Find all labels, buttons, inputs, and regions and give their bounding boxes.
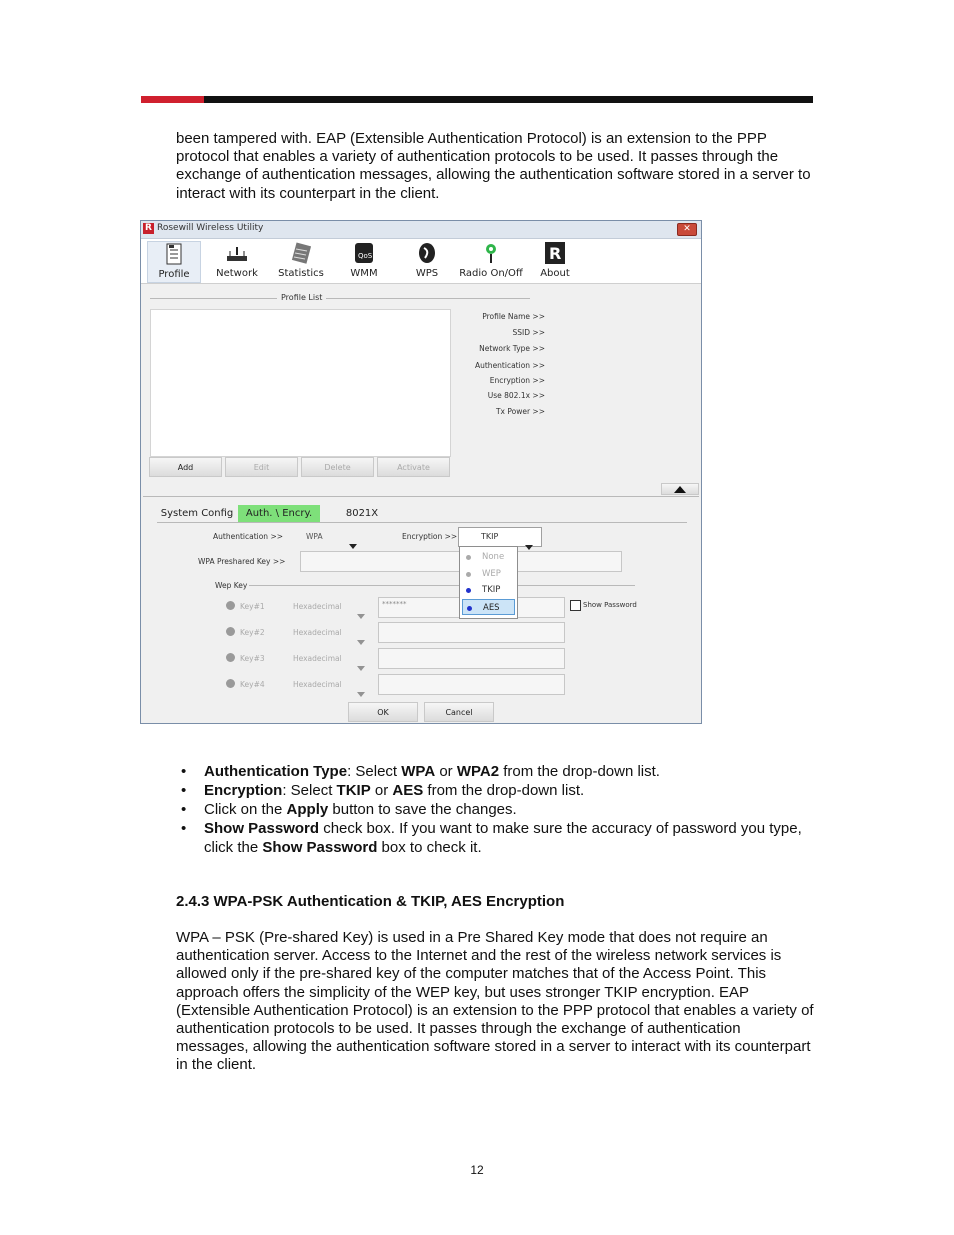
encryption-option-wep[interactable]: WEP (462, 566, 515, 582)
app-logo-icon: R (143, 223, 154, 234)
profile-icon (163, 242, 185, 266)
profile-list-title: Profile List (277, 293, 326, 302)
key2-label: Key#2 (240, 628, 265, 637)
tab-system-config[interactable]: System Config (160, 508, 234, 519)
title-bar (141, 221, 701, 239)
edit-button[interactable]: Edit (225, 457, 298, 477)
statistics-icon (290, 241, 312, 265)
delete-button[interactable]: Delete (301, 457, 374, 477)
wps-icon (416, 241, 438, 265)
authentication-label: Authentication >> (213, 532, 284, 541)
page-number: 12 (470, 1163, 484, 1177)
toolbar-radio-on-off[interactable]: Radio On/Off (457, 241, 525, 283)
key1-radio[interactable] (226, 601, 235, 610)
toolbar-profile[interactable]: Profile (147, 241, 201, 283)
key3-radio[interactable] (226, 653, 235, 662)
profile-list-separator (150, 298, 530, 299)
key2-input[interactable] (378, 622, 565, 643)
tab-underline (157, 522, 687, 523)
qos-icon (353, 241, 375, 265)
close-icon[interactable]: ✕ (677, 223, 697, 236)
activate-button[interactable]: Activate (377, 457, 450, 477)
key1-dropdown-icon[interactable] (357, 604, 365, 623)
info-authentication: Authentication >> (474, 361, 545, 370)
info-ssid: SSID >> (512, 328, 545, 337)
key4-input[interactable] (378, 674, 565, 695)
info-encryption: Encryption >> (489, 376, 545, 385)
key3-input[interactable] (378, 648, 565, 669)
toolbar-wps[interactable]: WPS (407, 241, 447, 283)
encryption-option-none[interactable]: None (462, 549, 515, 565)
toolbar-about[interactable]: R About (535, 241, 575, 283)
toolbar-network[interactable]: Network (211, 241, 263, 283)
encryption-option-aes[interactable]: AES (462, 599, 515, 615)
key3-dropdown-icon[interactable] (357, 656, 365, 675)
radio-icon (480, 241, 502, 265)
about-logo-icon (544, 241, 566, 265)
intro-paragraph: been tampered with. EAP (Extensible Authentication Protocol) is an extension to the PPP protocol that enables a variety of authentication protocols to be used. It passes through the exchange of authentication messages, allowing the authentication software stored in a server to interact with its counterpart in the client. (176, 130, 811, 202)
show-password-label: Show Password (583, 601, 637, 609)
add-button[interactable]: Add (149, 457, 222, 477)
authentication-value[interactable]: WPA (306, 532, 323, 541)
key2-dropdown-icon[interactable] (357, 630, 365, 649)
wireless-utility-window (140, 220, 702, 724)
toolbar-wmm[interactable]: QoS WMM (341, 241, 387, 283)
router-icon (226, 241, 248, 265)
section-heading: 2.4.3 WPA-PSK Authentication & TKIP, AES Encryption (176, 893, 565, 910)
show-password-checkbox[interactable] (570, 600, 581, 611)
wpa-preshared-key-label: WPA Preshared Key >> (198, 557, 286, 566)
info-tx-power: Tx Power >> (495, 407, 545, 416)
collapse-button[interactable] (661, 483, 699, 495)
key4-format[interactable]: Hexadecimal (293, 680, 342, 689)
header-black-bar (204, 96, 813, 103)
key1-format[interactable]: Hexadecimal (293, 602, 342, 611)
key2-radio[interactable] (226, 627, 235, 636)
wep-key-separator (249, 585, 635, 586)
ok-button[interactable]: OK (348, 702, 418, 722)
key1-input[interactable]: ******* (378, 597, 565, 618)
bullet-authentication-type: • Authentication Type: Select WPA or WPA2 from the drop-down list. (181, 763, 660, 780)
encryption-label: Encryption >> (402, 532, 458, 541)
tab-auth-encry[interactable]: Auth. \ Encry. (238, 505, 320, 522)
window-title: Rosewill Wireless Utility (157, 223, 264, 233)
toolbar (141, 239, 701, 284)
tab-8021x[interactable]: 8021X (345, 508, 379, 519)
key4-radio[interactable] (226, 679, 235, 688)
svg-text:R: R (549, 244, 562, 263)
key4-dropdown-icon[interactable] (357, 682, 365, 701)
key3-label: Key#3 (240, 654, 265, 663)
key4-label: Key#4 (240, 680, 265, 689)
info-network-type: Network Type >> (479, 344, 545, 353)
bullet-list (176, 762, 816, 857)
cancel-button[interactable]: Cancel (424, 702, 494, 722)
encryption-select[interactable]: TKIP (458, 527, 542, 547)
toolbar-statistics[interactable]: Statistics (275, 241, 327, 283)
key1-label: Key#1 (240, 602, 265, 611)
key3-format[interactable]: Hexadecimal (293, 654, 342, 663)
profile-listbox[interactable] (150, 309, 451, 457)
header-red-bar (141, 96, 204, 103)
bullet-apply: • Click on the Apply button to save the changes. (181, 801, 517, 818)
svg-text:QoS: QoS (358, 252, 373, 260)
key2-format[interactable]: Hexadecimal (293, 628, 342, 637)
wep-key-title: Wep Key (215, 581, 248, 590)
collapse-up-icon (674, 486, 686, 493)
body-paragraph: WPA – PSK (Pre-shared Key) is used in a Pre Shared Key mode that does not require an authentication server. Access to the Internet and the rest of the wireless network services is allowed only if the pre-shared key of the computer matches that of the Access Point. This approach offers the simplicity of the WEP key, but uses stronger TKIP encryption. EAP (Extensible Authentication Protocol) is an extension to the PPP protocol that enables a variety of authentication protocols to be used. It passes through the exchange of authentication messages, allowing the authentication software stored in a server to interact with its counterpart in the client. (176, 929, 814, 1074)
bullet-show-password: • Show Password check box. If you want to make sure the accuracy of password you type, click the Show Password box to check it. (181, 820, 802, 856)
encryption-dropdown-list (459, 546, 518, 619)
section-divider (143, 496, 699, 497)
info-use-8021x: Use 802.1x >> (487, 391, 545, 400)
encryption-option-tkip[interactable]: TKIP (462, 582, 515, 598)
bullet-encryption: • Encryption: Select TKIP or AES from the drop-down list. (181, 782, 585, 799)
info-profile-name: Profile Name >> (482, 312, 545, 321)
